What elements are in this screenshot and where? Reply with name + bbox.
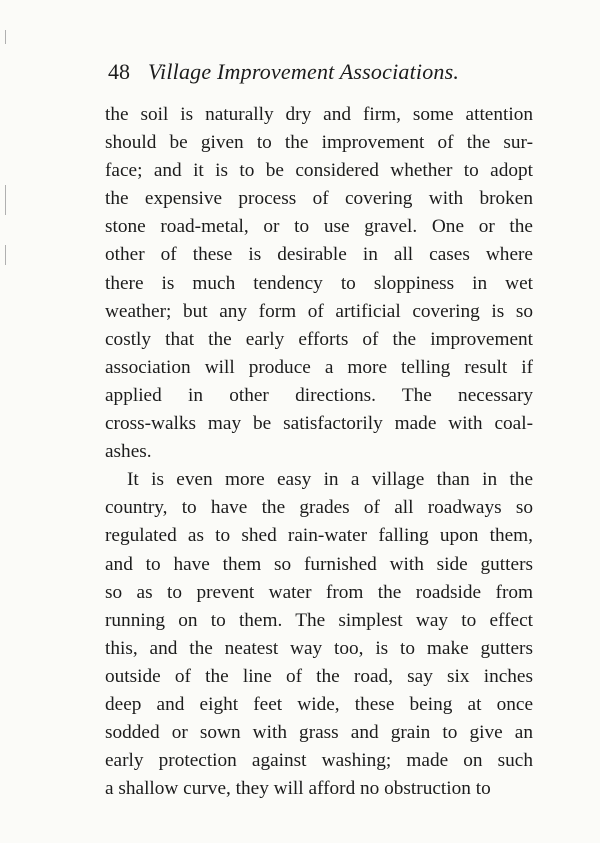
text-line: there is much tendency to sloppiness in wet bbox=[105, 272, 533, 294]
text-line: a shallow curve, they will afford no obstruction to bbox=[105, 778, 491, 800]
text-line: this, and the neatest way too, is to make gutters bbox=[105, 637, 533, 659]
text-line: the soil is naturally dry and firm, some attention bbox=[105, 104, 533, 125]
scan-edge-mark bbox=[5, 245, 6, 265]
text-line: so as to prevent water from the roadside from bbox=[105, 581, 533, 603]
text-line: running on to them. The simplest way to effect bbox=[105, 609, 533, 631]
scan-edge-mark bbox=[5, 185, 6, 215]
text-line: sodded or sown with grass and grain to give an bbox=[105, 722, 533, 744]
running-title: Village Improvement Associations. bbox=[148, 59, 460, 84]
paragraph bbox=[105, 466, 533, 803]
text-line: applied in other directions. The necessary bbox=[105, 384, 533, 406]
text-line: costly that the early efforts of the improvement bbox=[105, 328, 533, 350]
text-line: ashes. bbox=[105, 441, 152, 463]
text-line: and to have them so furnished with side gutters bbox=[105, 553, 533, 575]
scan-edge-mark bbox=[5, 30, 6, 44]
text-line: regulated as to shed rain-water falling upon them, bbox=[105, 525, 533, 547]
paragraph bbox=[105, 101, 533, 466]
text-line: weather; but any form of artificial covering is so bbox=[105, 300, 533, 322]
text-line: other of these is desirable in all cases where bbox=[105, 244, 533, 266]
page-number: 48 bbox=[108, 59, 130, 84]
body-text bbox=[105, 101, 533, 803]
text-line: deep and eight feet wide, these being at once bbox=[105, 693, 533, 715]
text-line: association will produce a more telling result if bbox=[105, 356, 533, 378]
text-line: country, to have the grades of all roadways so bbox=[105, 497, 533, 519]
text-line: cross-walks may be satisfactorily made with coal- bbox=[105, 413, 533, 435]
text-line: early protection against washing; made on such bbox=[105, 750, 533, 772]
text-line: should be given to the improvement of the sur- bbox=[105, 132, 533, 154]
running-header bbox=[108, 56, 528, 88]
text-line: face; and it is to be considered whether to adopt bbox=[105, 160, 533, 182]
text-line: outside of the line of the road, say six inches bbox=[105, 665, 533, 687]
text-line: It is even more easy in a village than in the bbox=[127, 469, 533, 491]
text-line: the expensive process of covering with broken bbox=[105, 188, 533, 210]
text-line: stone road-metal, or to use gravel. One or the bbox=[105, 216, 533, 238]
